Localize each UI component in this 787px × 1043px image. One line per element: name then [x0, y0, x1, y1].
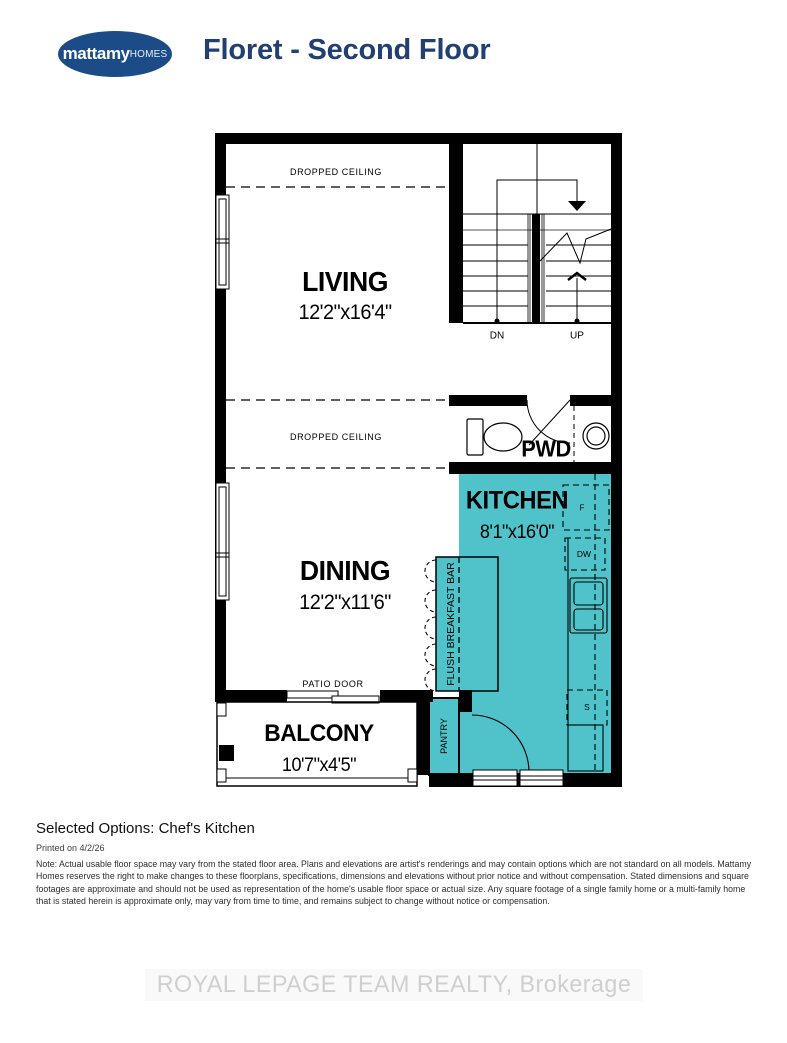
brokerage-watermark: ROYAL LEPAGE TEAM REALTY, Brokerage [145, 969, 643, 1001]
disclaimer-note: Note: Actual usable floor space may vary from the stated floor area. Plans and elevations are artist's renderings and may contain options which are not standard on all models. Mattamy Homes reserves the right to make changes to these floorplans, specifications, dimensions and elevations without prior notice and without compensation. Stated dimensions and square footages are approximate and should not be used as representation of the home's usable floor space or actual size. Any square footage of a single family home or a multi-family home that is stated herein is approximate only, may vary from time to time, and remains subject to change without notice or compensation. [36, 859, 752, 906]
fridge-label: F [579, 503, 585, 513]
dining-room-dims: 12'2"x11'6" [299, 591, 391, 614]
living-room-dims: 12'2"x16'4" [298, 301, 392, 324]
balcony-label: BALCONY [264, 720, 374, 747]
stair-dn-label: DN [489, 330, 505, 342]
patio-door-label: PATIO DOOR [302, 679, 364, 689]
stair-dn-arrow [495, 180, 587, 324]
floor-plan [215, 133, 622, 787]
kitchen-label: KITCHEN [465, 486, 569, 515]
stair-up-arrow [568, 273, 586, 324]
page-title: Floret - Second Floor [203, 34, 491, 66]
window-living [216, 195, 229, 289]
toilet-bowl [484, 423, 522, 451]
breakfast-bar-label: FLUSH BREAKFAST BAR [445, 562, 457, 686]
stove-label: S [584, 702, 590, 712]
balcony-post [219, 745, 234, 761]
toilet-tank [467, 419, 483, 455]
dining-room-label: DINING [299, 555, 391, 586]
balcony-dims: 10'7"x4'5" [281, 755, 357, 776]
stair-up-label: UP [570, 330, 584, 342]
powder-room-label: PWD [521, 435, 571, 462]
dropped-ceiling-lines [226, 187, 449, 468]
window-dining [216, 483, 229, 600]
living-room-label: LIVING [302, 266, 388, 297]
stairs [463, 144, 611, 324]
logo-brand-bold: mattamy [62, 44, 130, 63]
dropped-ceiling-label-mid: DROPPED CEILING [289, 432, 383, 442]
dishwasher-label: DW [576, 549, 592, 559]
selected-options-text: Selected Options: Chef's Kitchen [36, 820, 255, 837]
bar-stools [425, 560, 436, 691]
printed-on-text: Printed on 4/2/26 [36, 843, 105, 853]
kitchen-dims: 8'1"x16'0" [479, 522, 555, 543]
dropped-ceiling-label-top: DROPPED CEILING [289, 167, 383, 177]
pantry-label: PANTRY [439, 718, 449, 754]
logo-brand-light: HOMES [129, 48, 168, 60]
mattamy-homes-logo [58, 31, 172, 77]
patio-door-symbol [287, 691, 379, 703]
